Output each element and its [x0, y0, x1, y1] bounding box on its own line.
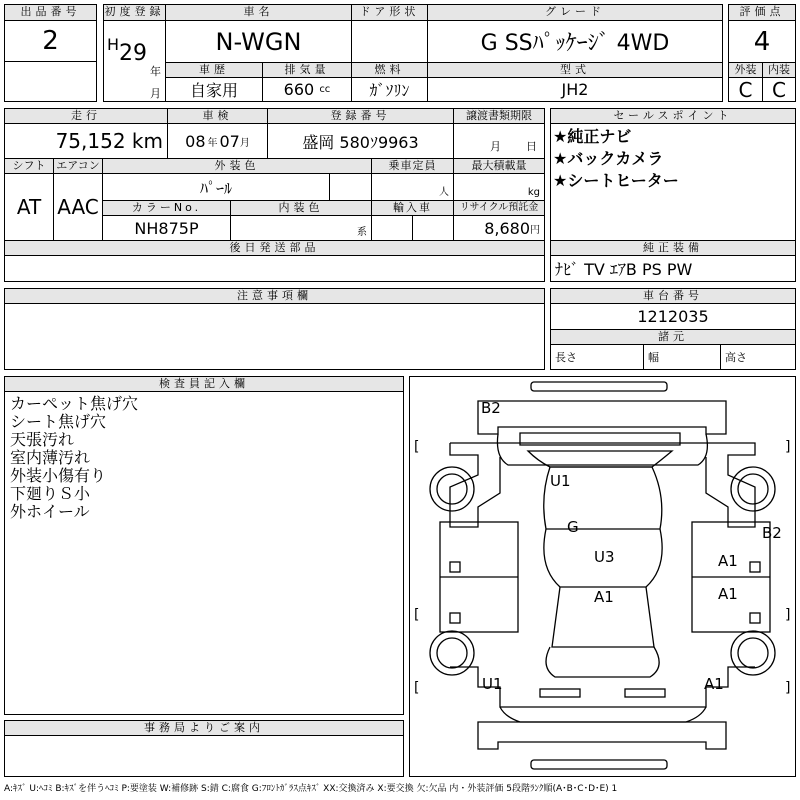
dimensions-label: 諸元 — [550, 329, 796, 345]
displacement-label: 排気量 — [262, 62, 352, 78]
inspector-note: カーペット焦げ穴 — [10, 394, 139, 413]
bracket-mark: ] — [785, 607, 791, 623]
recycle-box — [453, 215, 545, 241]
chassis-value: 1212035 — [550, 303, 796, 330]
first-reg-year-unit: 年 — [150, 65, 161, 78]
dim-width-label: 幅 — [643, 344, 721, 370]
inspection-box — [167, 123, 268, 159]
transfer-box — [453, 123, 545, 159]
history-label: 車歴 — [165, 62, 263, 78]
inspector-notes-box — [4, 391, 404, 715]
legend: A:ｷｽﾞ U:ﾍｺﾐ B:ｷｽﾞを伴うﾍｺﾐ P:要塗装 W:補修跡 S:錆 C:腐食 G:ﾌﾛﾝﾄｶﾞﾗｽ点ｷｽﾞ XX:交換済み X:要交換 欠:欠品 内・外装評価 5段階ﾗﾝｸ順(A･B･C･D･E) 1 — [4, 784, 618, 794]
model-value: JH2 — [427, 77, 723, 102]
grade-value: G SSﾊﾟｯｹｰｼﾞ 4WD — [427, 20, 723, 63]
damage-mark: B2 — [762, 524, 782, 542]
mileage-value: 75,152 — [55, 129, 126, 153]
damage-mark: A1 — [718, 552, 738, 570]
bracket-mark: ] — [785, 439, 791, 455]
dim-height-label: 高さ — [720, 344, 796, 370]
color-no-value: NH875P — [102, 215, 231, 241]
later-parts-label: 後日発送部品 — [4, 240, 545, 256]
lot-label: 出品番号 — [4, 4, 97, 21]
first-reg-label: 初度登録 — [103, 4, 166, 21]
transfer-month-unit: 月 — [490, 140, 501, 153]
color-no-label: カラーNo. — [102, 200, 231, 216]
fuel-label: 燃料 — [351, 62, 428, 78]
aircon-value: AAC — [53, 173, 103, 241]
max-load-unit: kg — [453, 173, 545, 201]
history-value: 自家用 — [165, 77, 263, 102]
inspector-note: 室内薄汚れ — [10, 448, 91, 467]
capacity-label: 乗車定員 — [371, 158, 454, 174]
aircon-label: エアコン — [53, 158, 103, 174]
chassis-label: 車台番号 — [550, 288, 796, 304]
inspector-note: 天張汚れ — [10, 430, 75, 449]
equipment-value: ﾅﾋﾞ TV ｴｱB PS PW — [550, 255, 796, 282]
inspection-year-unit: 年 — [207, 137, 218, 149]
int-color-label: 内装色 — [230, 200, 372, 216]
capacity-unit: 人 — [371, 173, 454, 201]
ext-color-label: 外装色 — [102, 158, 372, 174]
damage-mark: A1 — [704, 675, 724, 693]
damage-mark: U1 — [550, 472, 571, 490]
inspection-label: 車検 — [167, 108, 268, 124]
bracket-mark: [ — [414, 607, 420, 623]
ext-color-value: ﾊﾟｰﾙ — [102, 173, 330, 201]
lot-blank — [4, 61, 97, 102]
transfer-day-unit: 日 — [526, 140, 537, 153]
first-reg-box — [103, 20, 166, 102]
inspection-month-unit: 月 — [239, 137, 250, 149]
bracket-mark: [ — [414, 680, 420, 696]
mileage-unit: km — [131, 129, 163, 153]
displacement-box — [262, 77, 352, 102]
inspection-year: 08 — [185, 131, 206, 151]
ext-grade-label: 外装 — [728, 62, 763, 78]
score-label: 評価点 — [728, 4, 796, 21]
grade-label: グレード — [427, 4, 723, 21]
inspector-note: シート焦げ穴 — [10, 412, 107, 431]
recycle-value: 8,680 — [484, 218, 530, 238]
first-reg-month-unit: 月 — [150, 87, 161, 100]
recycle-unit: 円 — [530, 224, 540, 236]
office-label: 事務局よりご案内 — [4, 720, 404, 736]
first-reg-year: 29 — [119, 41, 147, 66]
inspector-note: 下廻りＳ小 — [10, 484, 91, 503]
car-outline — [410, 377, 795, 776]
model-label: 型式 — [427, 62, 723, 78]
score-value: 4 — [728, 20, 796, 63]
sales-points-box — [550, 123, 796, 241]
sales-point-item: ★バックカメラ — [553, 149, 664, 168]
damage-mark: A1 — [718, 585, 738, 603]
import-label: 輸入車 — [371, 200, 454, 216]
car-name-label: 車名 — [165, 4, 352, 21]
int-color-unit: 系 — [230, 215, 372, 241]
int-grade-value: C — [762, 77, 796, 102]
lot-number: 2 — [4, 20, 97, 62]
first-reg-era: H — [107, 35, 120, 54]
shift-value: AT — [4, 173, 54, 241]
displacement-unit: cc — [319, 84, 331, 95]
sales-points-label: セールスポイント — [550, 108, 796, 124]
damage-mark: G — [567, 518, 579, 536]
car-diagram — [409, 376, 796, 777]
displacement-value: 660 — [283, 80, 315, 99]
inspector-label: 検査員記入欄 — [4, 376, 404, 392]
later-parts-box — [4, 255, 545, 282]
int-grade-label: 内装 — [762, 62, 796, 78]
dim-length-label: 長さ — [550, 344, 644, 370]
remarks-box — [4, 303, 545, 370]
damage-mark: U3 — [594, 548, 615, 566]
sales-point-item: ★純正ナビ — [553, 127, 632, 146]
fuel-value: ｶﾞｿﾘﾝ — [351, 77, 428, 102]
damage-mark: A1 — [594, 588, 614, 606]
transfer-label: 譲渡書類期限 — [453, 108, 545, 124]
import-cell-2 — [412, 215, 454, 241]
remarks-label: 注意事項欄 — [4, 288, 545, 304]
door-value — [351, 20, 428, 63]
import-cell-1 — [371, 215, 413, 241]
bracket-mark: [ — [414, 439, 420, 455]
office-box — [4, 735, 404, 777]
inspection-month: 07 — [219, 131, 240, 151]
damage-mark: B2 — [481, 399, 501, 417]
sales-point-item: ★シートヒーター — [553, 171, 679, 190]
damage-mark: U1 — [482, 675, 503, 693]
bracket-mark: ] — [785, 680, 791, 696]
reg-no-label: 登録番号 — [267, 108, 454, 124]
recycle-label: リサイクル預託金 — [453, 200, 545, 216]
ext-grade-value: C — [728, 77, 763, 102]
inspector-note: 外装小傷有り — [10, 466, 107, 485]
mileage-label: 走行 — [4, 108, 168, 124]
door-label: ドア形状 — [351, 4, 428, 21]
max-load-label: 最大積載量 — [453, 158, 545, 174]
inspector-note: 外ホイール — [10, 502, 90, 521]
car-name: N-WGN — [165, 20, 352, 63]
ext-color-extra — [329, 173, 372, 201]
reg-no-value: 盛岡 580ｿ9963 — [267, 123, 454, 159]
shift-label: シフト — [4, 158, 54, 174]
mileage-box — [4, 123, 168, 159]
equipment-label: 純正装備 — [550, 240, 796, 256]
